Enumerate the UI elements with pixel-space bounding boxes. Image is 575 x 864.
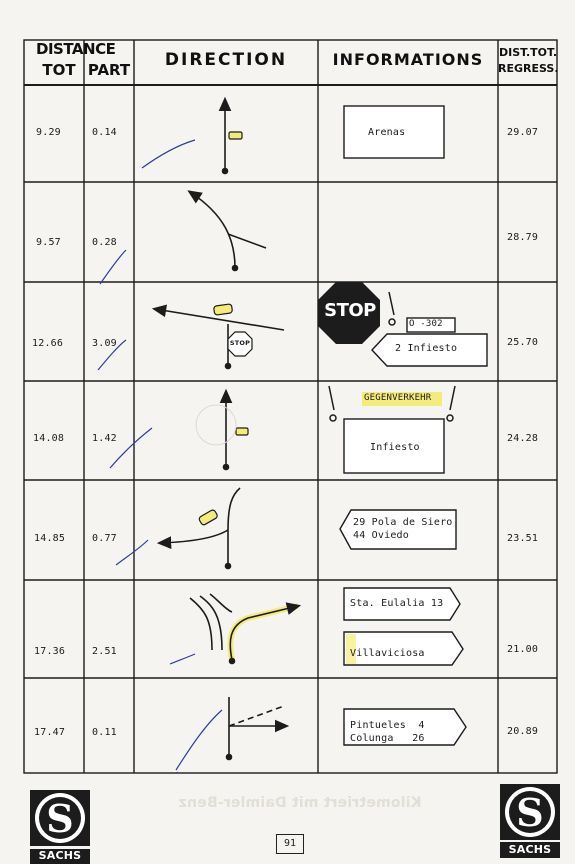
small-stop-label: STOP [229,339,251,347]
row4-tot: 14.08 [33,433,65,444]
row1-tot: 9.29 [36,127,61,138]
row2-part: 0.28 [92,237,117,248]
header-part: PART [87,61,131,79]
row1-part: 0.14 [92,127,117,138]
stop-sign-label: STOP [324,300,376,321]
road-number-text: O -302 [409,319,443,329]
row6-sign1-text: Sta. Eulalia 13 [350,598,444,609]
header-tot: TOT [42,61,76,79]
row3-part: 3.09 [92,338,117,349]
row5-regress: 23.51 [507,533,539,544]
sachs-logo-text-right: SACHS [508,843,552,856]
sachs-logo-text-left: SACHS [38,849,82,862]
row5-sign-line2: 44 Oviedo [353,530,409,541]
row4-regress: 24.28 [507,433,539,444]
row7-regress: 20.89 [507,726,539,737]
bleed-through-footer: Kilometriert mit Daimler-Benz [178,795,422,811]
row5-sign-line1: 29 Pola de Siero [353,517,453,528]
gegenverkehr-text: GEGENVERKEHR [364,393,432,403]
row1-regress: 29.07 [507,127,539,138]
row7-sign-line2: Colunga 26 [350,733,425,744]
row6-sign2-text: Villaviciosa [350,648,425,659]
row6-part: 2.51 [92,646,117,657]
header-distance: DISTANCE [36,40,116,58]
row2-regress: 28.79 [507,232,539,243]
page-number: 91 [276,834,304,854]
row5-tot: 14.85 [34,533,66,544]
row4-info-text: Infiesto [370,442,420,453]
header-direction: DIRECTION [164,50,288,70]
row4-part: 1.42 [92,433,117,444]
row1-info-text: Arenas [368,127,406,138]
row3-tot: 12.66 [32,338,64,349]
header-dist-tot-regress: DIST.TOT. REGRESS. [498,46,559,75]
header-informations: INFORMATIONS [332,50,484,69]
row5-part: 0.77 [92,533,117,544]
row3-sign-text: 2 Infiesto [395,343,458,354]
row7-part: 0.11 [92,727,117,738]
row3-regress: 25.70 [507,337,539,348]
svg-text:S: S [516,790,544,835]
row7-tot: 17.47 [34,727,66,738]
row7-sign-line1: Pintueles 4 [350,720,425,731]
row6-regress: 21.00 [507,644,539,655]
svg-text:S: S [46,796,74,841]
row6-tot: 17.36 [34,646,66,657]
row2-tot: 9.57 [36,237,61,248]
